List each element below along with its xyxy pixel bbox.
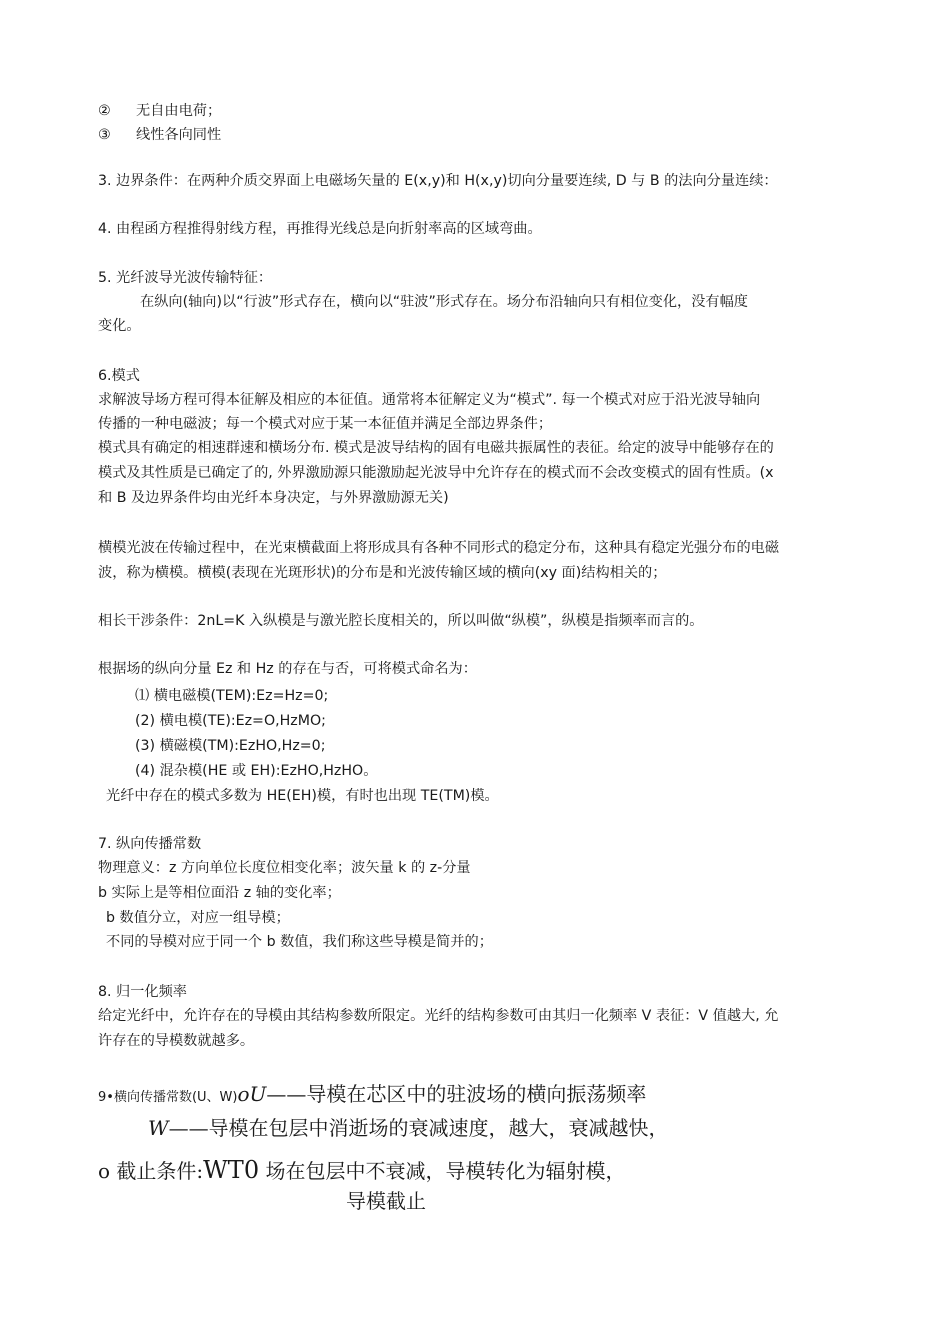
section-9-line-2: [148, 1114, 669, 1142]
section-9-line-4: 导模截止: [346, 1189, 426, 1213]
symbol-W: W: [148, 1116, 169, 1140]
mode-item-1: ⑴ 横电磁模(TEM):Ez=Hz=0;: [135, 688, 329, 704]
list-text: 无自由电荷；: [136, 103, 222, 119]
section-7-line-1: 物理意义：z 方向单位长度位相变化率；波矢量 k 的 z-分量: [98, 860, 471, 876]
section-7-line-3: b 数值分立，对应一组导模；: [106, 910, 290, 926]
section-8-title: 8. 归一化频率: [98, 984, 187, 1000]
section-6-p1-line-1: 求解波导场方程可得本征解及相应的本征值。通常将本征解定义为“模式”. 每一个模式对应于沿光波导轴向: [98, 392, 761, 408]
list-marker: ③: [98, 127, 111, 143]
section-9-prefix: 9•横向传播常数(U、W): [98, 1090, 238, 1105]
section-9-cutoff-label: o 截止条件:: [98, 1159, 204, 1183]
section-7-title: 7. 纵向传播常数: [98, 836, 202, 852]
symbol-WT0: WT0: [203, 1156, 260, 1184]
section-8-line-2: 许存在的导模数就越多。: [98, 1033, 255, 1049]
mode-item-2: (2) 横电模(TE):Ez=O,HzMO;: [135, 713, 326, 729]
section-5-line-1: 在纵向(轴向)以“行波”形式存在，横向以“驻波”形式存在。场分布沿轴向只有相位变化，没有幅度: [140, 294, 748, 310]
section-6-p2-line-1: 模式具有确定的相速群速和横场分布. 模式是波导结构的固有电磁共振属性的表征。给定的波导中能够存在的: [98, 440, 774, 456]
section-6-p3-line-2: 波，称为横模。横模(表现在光斑形状)的分布是和光波传输区域的横向(xy 面)结构相关的；: [98, 565, 667, 581]
section-5-line-2: 变化。: [98, 318, 141, 334]
mode-item-4: (4) 混杂模(HE 或 EH):EzHO,HzHO。: [135, 763, 378, 779]
section-7-line-2: b 实际上是等相位面沿 z 轴的变化率；: [98, 885, 341, 901]
section-9-text-1: ——导模在芯区中的驻波场的横向振荡频率: [266, 1082, 647, 1106]
section-9-text-2: ——导模在包层中消逝场的衰减速度，越大，衰减越快，: [168, 1116, 669, 1140]
section-3-boundary: 3. 边界条件：在两种介质交界面上电磁场矢量的 E(x,y)和 H(x,y)切向分量要连续, D 与 B 的法向分量连续：: [98, 173, 778, 189]
section-5-title: 5. 光纤波导光波传输特征：: [98, 270, 273, 286]
section-6-p3-line-1: 横模光波在传输过程中，在光束横截面上将形成具有各种不同形式的稳定分布，这种具有稳定光强分布的电磁: [98, 540, 780, 556]
section-4-ray: 4. 由程函方程推得射线方程，再推得光线总是向折射率高的区域弯曲。: [98, 221, 542, 237]
section-6-p4: 相长干涉条件：2nL=K 入纵模是与激光腔长度相关的，所以叫做“纵模”，纵模是指频率而言的。: [98, 613, 704, 629]
section-6-p2-line-2: 模式及其性质是已确定了的, 外界激励源只能激励起光波导中允许存在的模式而不会改变模式的固有性质。(x: [98, 465, 774, 481]
symbol-oU: oU: [237, 1082, 267, 1106]
mode-item-3: (3) 横磁模(TM):EzHO,Hz=0;: [135, 738, 326, 754]
section-6-p2-line-3: 和 B 及边界条件均由光纤本身决定，与外界激励源无关): [98, 490, 449, 506]
section-8-line-1: 给定光纤中，允许存在的导模由其结构参数所限定。光纤的结构参数可由其归一化频率 V 表征：V 值越大, 允: [98, 1008, 779, 1024]
section-6-p5: 根据场的纵向分量 Ez 和 Hz 的存在与否，可将模式命名为：: [98, 661, 477, 677]
list-marker: ②: [98, 103, 111, 119]
section-6-title: 6.模式: [98, 368, 140, 384]
section-9-line-1: [98, 1080, 646, 1112]
list-text: 线性各向同性: [136, 127, 222, 143]
list-item-2: [98, 101, 221, 121]
section-9-text-3: 场在包层中不衰减，导模转化为辐射模，: [259, 1159, 626, 1183]
list-item-3: [98, 125, 221, 145]
section-6-p1-line-2: 传播的一种电磁波；每一个模式对应于某一本征值并满足全部边界条件；: [98, 416, 553, 432]
section-9-line-3: [98, 1155, 625, 1186]
section-6-p6: 光纤中存在的模式多数为 HE(EH)模，有时也出现 TE(TM)模。: [106, 788, 499, 804]
section-7-line-4: 不同的导模对应于同一个 b 数值，我们称这些导模是简并的；: [106, 934, 493, 950]
